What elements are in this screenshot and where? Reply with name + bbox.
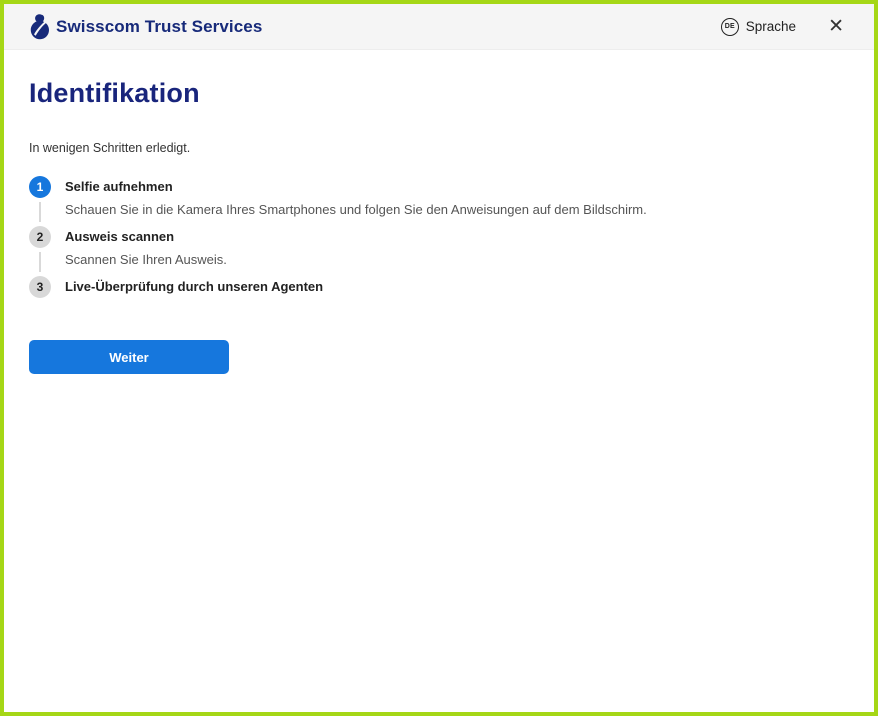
page-title: Identifikation bbox=[29, 78, 200, 108]
step-body bbox=[65, 276, 323, 303]
step-number-badge: 3 bbox=[29, 276, 51, 298]
close-button[interactable]: ✕ bbox=[824, 15, 848, 38]
step-rail bbox=[29, 226, 51, 276]
step-number-badge: 2 bbox=[29, 226, 51, 248]
brand-name: Swisscom Trust Services bbox=[56, 16, 263, 36]
step-title: Ausweis scannen bbox=[65, 229, 175, 244]
step-number-badge: 1 bbox=[29, 176, 51, 198]
header-bar bbox=[4, 4, 874, 50]
step-description: Schauen Sie in die Kamera Ihres Smartphones und folgen Sie den Anweisungen auf dem Bildschirm. bbox=[65, 202, 647, 217]
page-subtitle: In wenigen Schritten erledigt. bbox=[29, 141, 191, 155]
step-title: Selfie aufnehmen bbox=[65, 179, 173, 194]
swisscom-logo-icon bbox=[30, 14, 49, 40]
step-ausweis bbox=[29, 226, 849, 276]
brand bbox=[30, 14, 262, 40]
step-body bbox=[65, 176, 647, 226]
continue-button[interactable]: Weiter bbox=[29, 340, 229, 374]
header-actions bbox=[721, 15, 848, 38]
language-code-icon: DE bbox=[721, 18, 739, 36]
step-rail bbox=[29, 276, 51, 303]
language-label: Sprache bbox=[745, 19, 797, 34]
step-body bbox=[65, 226, 227, 276]
step-selfie bbox=[29, 176, 849, 226]
step-title: Live-Überprüfung durch unseren Agenten bbox=[65, 279, 324, 294]
step-description: Scannen Sie Ihren Ausweis. bbox=[65, 252, 227, 267]
step-connector bbox=[39, 252, 41, 272]
step-rail bbox=[29, 176, 51, 226]
step-live-check bbox=[29, 276, 849, 303]
step-connector bbox=[39, 202, 41, 222]
identification-stepper bbox=[29, 176, 849, 303]
language-switcher[interactable] bbox=[721, 18, 796, 36]
main-content bbox=[4, 50, 874, 712]
